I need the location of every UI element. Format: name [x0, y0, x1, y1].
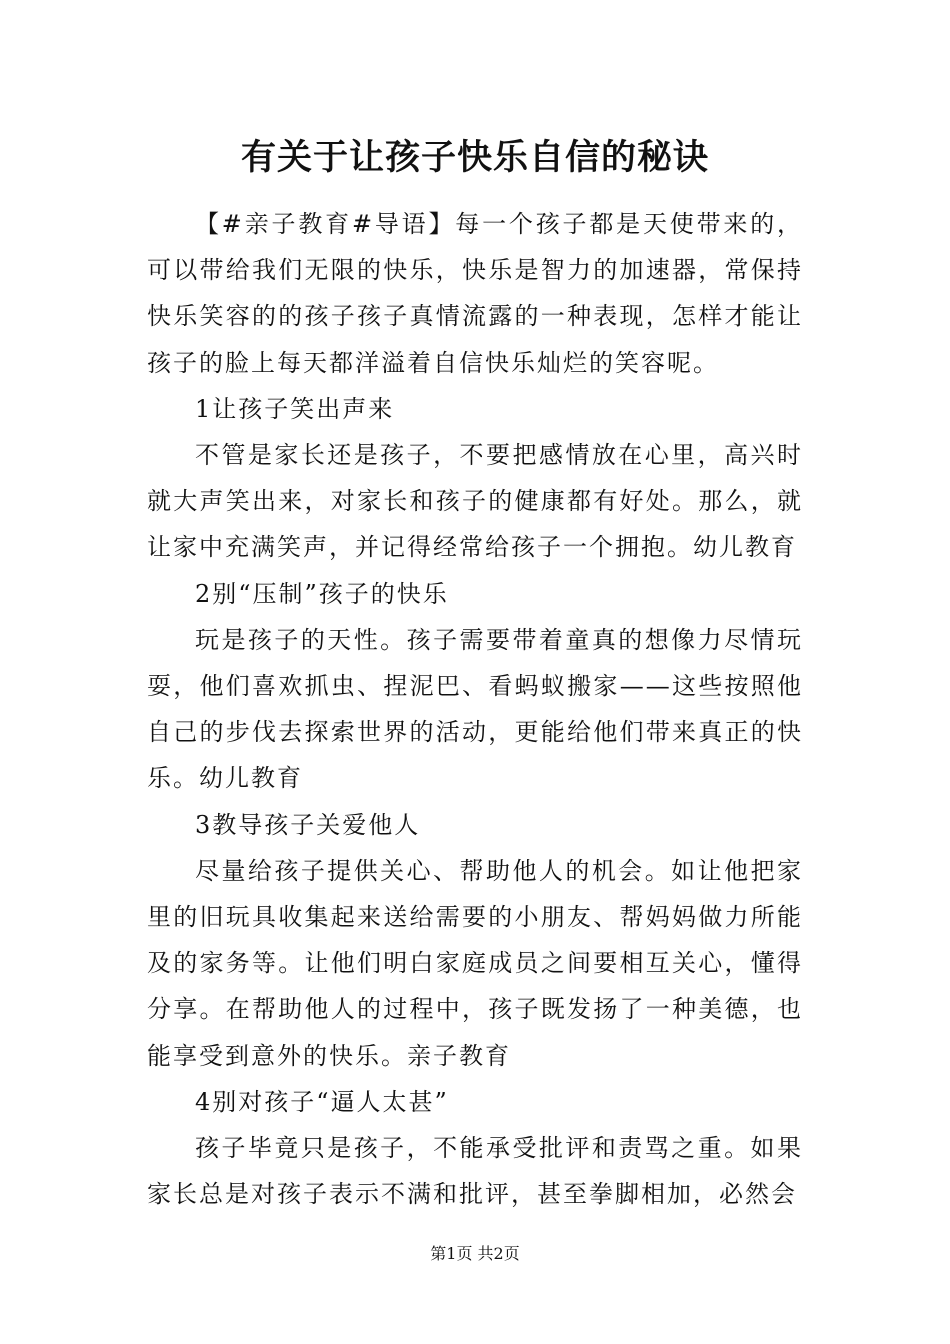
page-footer: 第1页 共2页	[430, 1244, 520, 1263]
intro-paragraph: 【#亲子教育#导语】每一个孩子都是天使带来的，可以带给我们无限的快乐，快乐是智力的加速器，常保持快乐笑容的的孩子孩子真情流露的一种表现，怎样才能让孩子的脸上每天都洋溢着自信快乐灿烂的笑容呢。	[147, 210, 803, 377]
section-paragraph-3: 尽量给孩子提供关心、帮助他人的机会。如让他把家里的旧玩具收集起来送给需要的小朋友、帮妈妈做力所能及的家务等。让他们明白家庭成员之间要相互关心，懂得分享。在帮助他人的过程中，孩子既发扬了一种美德，也能享受到意外的快乐。亲子教育	[147, 856, 803, 1070]
document-title: 有关于让孩子快乐自信的秘诀	[240, 137, 709, 178]
document-body	[147, 201, 803, 1217]
section-paragraph-1: 不管是家长还是孩子，不要把感情放在心里，高兴时就大声笑出来，对家长和孩子的健康都有好处。那么，就让家中充满笑声，并记得经常给孩子一个拥抱。幼儿教育	[147, 441, 803, 562]
section-heading-3: 3教导孩子关爱他人	[195, 810, 421, 839]
section-paragraph-4: 孩子毕竟只是孩子，不能承受批评和责骂之重。如果家长总是对孩子表示不满和批评，甚至拳脚相加，必然会	[147, 1134, 803, 1209]
section-paragraph-2: 玩是孩子的天性。孩子需要带着童真的想像力尽情玩耍，他们喜欢抓虫、捏泥巴、看蚂蚁搬家——这些按照他自己的步伐去探索世界的活动，更能给他们带来真正的快乐。幼儿教育	[147, 625, 803, 793]
section-heading-4: 4别对孩子“逼人太甚”	[195, 1087, 449, 1116]
section-heading-2: 2别“压制”孩子的快乐	[195, 579, 449, 608]
section-heading-1: 1让孩子笑出声来	[195, 394, 395, 423]
